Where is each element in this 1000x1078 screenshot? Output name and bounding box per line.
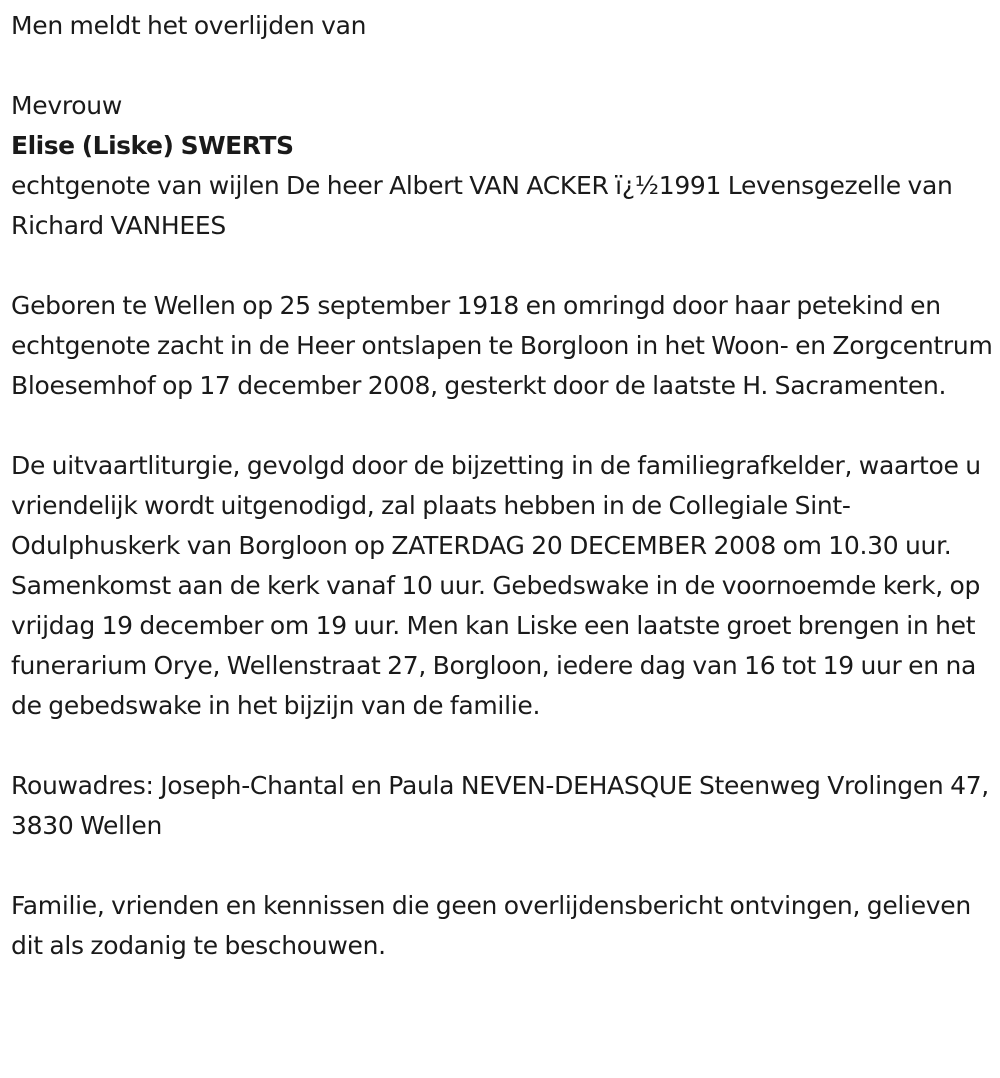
spacer [11, 406, 995, 446]
deceased-name: Elise (Liske) SWERTS [11, 131, 294, 160]
spacer [11, 46, 995, 86]
funeral-paragraph: De uitvaartliturgie, gevolgd door de bijzetting in de familiegrafkelder, waartoe u vriendelijk wordt uitgenodigd, zal plaats hebben in de Collegiale Sint-Odulphuskerk van Borgloon op ZATERDAG 20 DECEMBER 2008 om 10.30 uur. Samenkomst aan de kerk vanaf 10 uur. Gebedswake in de voornoemde kerk, op vrijdag 19 december om 19 uur. Men kan Liske een laatste groet brengen in het funerarium Orye, Wellenstraat 27, Borgloon, iedere dag van 16 tot 19 uur en na de gebedswake in het bijzijn van de familie. [11, 451, 981, 720]
mourning-address: Rouwadres: Joseph-Chantal en Paula NEVEN-DEHASQUE Steenweg Vrolingen 47, 3830 Wellen [11, 771, 989, 840]
spacer [11, 246, 995, 286]
birth-death-paragraph: Geboren te Wellen op 25 september 1918 en omringd door haar petekind en echtgenote zacht in de Heer ontslapen te Borgloon in het Woon- en Zorgcentrum Bloesemhof op 17 december 2008, gesterkt door de laatste H. Sacramenten. [11, 291, 993, 400]
closing-text: Familie, vrienden en kennissen die geen overlijdensbericht ontvingen, gelieven dit als zodanig te beschouwen. [11, 891, 971, 960]
death-notice [11, 6, 995, 966]
spouse-text: echtgenote van wijlen De heer Albert VAN ACKER ï¿½1991 Levensgezelle van Richard VANHEES [11, 171, 953, 240]
honorific: Mevrouw [11, 91, 122, 120]
spacer [11, 726, 995, 766]
spacer [11, 846, 995, 886]
intro-text: Men meldt het overlijden van [11, 11, 367, 40]
